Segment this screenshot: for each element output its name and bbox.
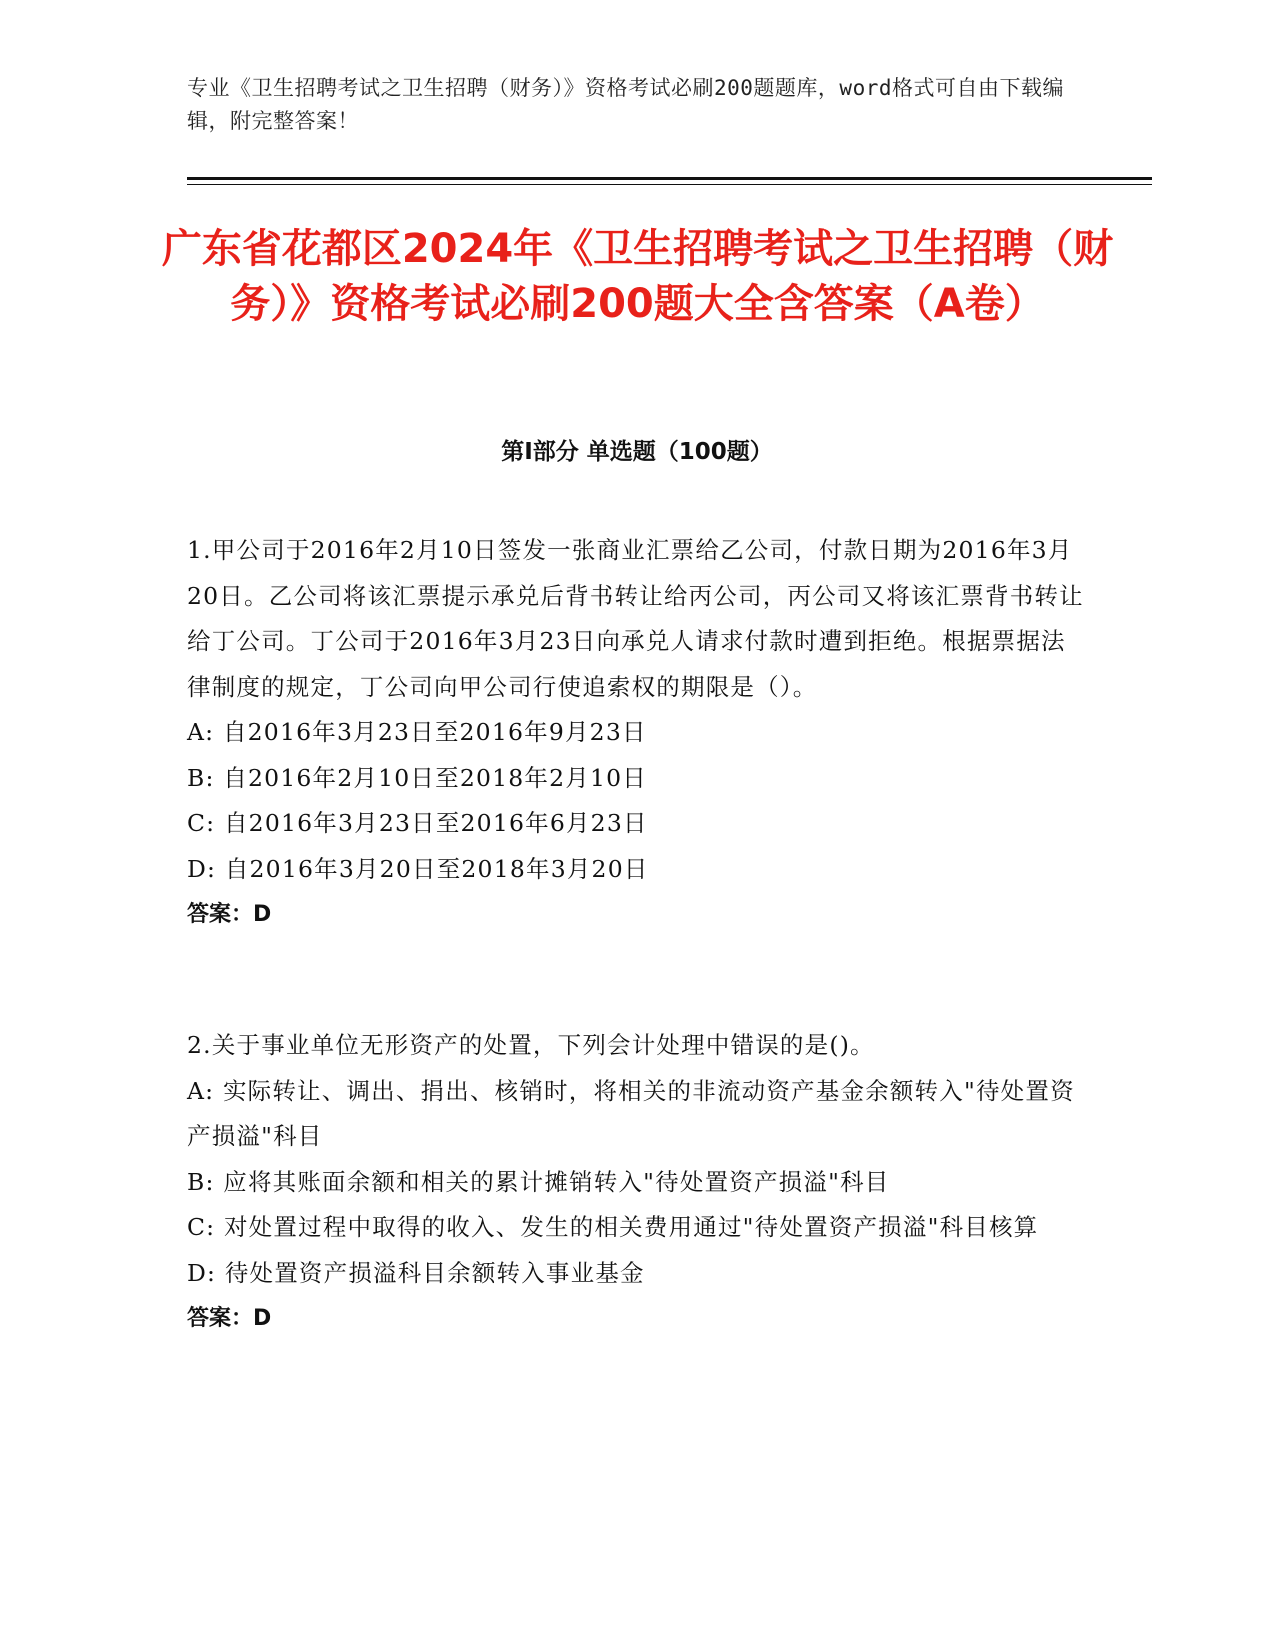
question-1 [187,528,1087,938]
header-rule-thick [187,177,1152,180]
option-a: A: 实际转让、调出、捐出、核销时，将相关的非流动资产基金余额转入"待处置资产损溢"科目 [187,1076,1075,1150]
option-d: D: 自2016年3月20日至2018年3月20日 [187,854,649,883]
question-2 [187,1023,1087,1342]
answer: 答案：D [187,1306,272,1331]
option-b: B: 自2016年2月10日至2018年2月10日 [187,763,647,792]
option-c: C: 自2016年3月23日至2016年6月23日 [187,809,648,837]
section-title: 第Ⅰ部分 单选题（100题） [501,439,773,465]
document-title: 广东省花都区2024年《卫生招聘考试之卫生招聘（财务）》资格考试必刷200题大全含答案（A卷） [161,226,1114,327]
answer: 答案：D [187,902,272,927]
question-stem: 1.甲公司于2016年2月10日签发一张商业汇票给乙公司，付款日期为2016年3月20日。乙公司将该汇票提示承兑后背书转让给丙公司，丙公司又将该汇票背书转让给丁公司。丁公司于2016年3月23日向承兑人请求付款时遭到拒绝。根据票据法律制度的规定，丁公司向甲公司行使追索权的期限是（）。 [187,536,1084,701]
option-c: C: 对处置过程中取得的收入、发生的相关费用通过"待处置资产损溢"科目核算 [187,1213,1039,1241]
header-note: 专业《卫生招聘考试之卫生招聘（财务）》资格考试必刷200题题库，word格式可自由下载编辑，附完整答案！ [187,76,1064,133]
option-b: B: 应将其账面余额和相关的累计摊销转入"待处置资产损溢"科目 [187,1167,890,1196]
header-rule-thin [187,184,1152,185]
option-d: D: 待处置资产损溢科目余额转入事业基金 [187,1258,645,1287]
option-a: A: 自2016年3月23日至2016年9月23日 [187,718,647,746]
question-stem: 2.关于事业单位无形资产的处置，下列会计处理中错误的是()。 [187,1031,875,1059]
